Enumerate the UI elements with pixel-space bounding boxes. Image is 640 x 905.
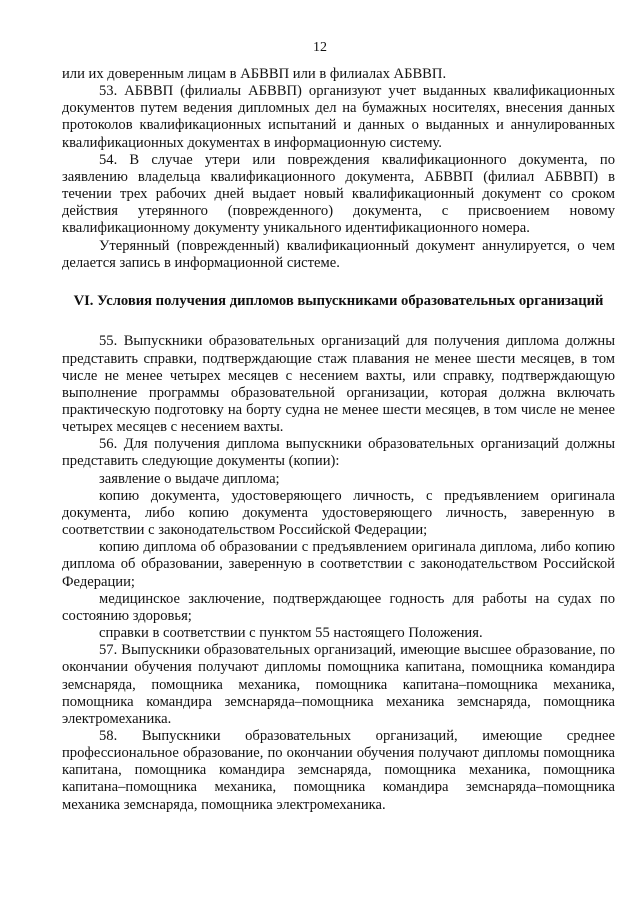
paragraph-54-annulment: Утерянный (поврежденный) квалификационный документ аннулируется, о чем делается запись в информационной системе. bbox=[62, 237, 615, 271]
list-item-application: заявление о выдаче диплома; bbox=[99, 470, 280, 487]
paragraph-53: 53. АБВВП (филиалы АБВВП) организуют учет выданных квалификационных документов путем ведения дипломных дел на бумажных носителях, внесения данных протоколов квалификационных испытаний и данных о выданных и аннулированных квалификационных документах в информационную систему. bbox=[62, 83, 615, 151]
list-item-references: справки в соответствии с пунктом 55 настоящего Положения. bbox=[99, 625, 483, 642]
page-number: 12 bbox=[313, 40, 327, 55]
document-body bbox=[62, 66, 615, 814]
paragraph-58: 58. Выпускники образовательных организаций, имеющие среднее профессиональное образование, по окончании обучения получают дипломы помощника капитана, помощника командира земснаряда, помощника механика, помощника капитана–помощника механика, помощника командира земснаряда–помощника механика земснаряда, помощника электромеханика. bbox=[62, 727, 615, 813]
paragraph-continuation: или их доверенным лицам в АБВВП или в филиалах АБВВП. bbox=[62, 66, 447, 82]
section-heading: VI. Условия получения дипломов выпускниками образовательных организаций bbox=[73, 292, 604, 309]
list-item-identity-document: копию документа, удостоверяющего личность, с предъявлением оригинала документа, либо копию документа удостоверяющего личность, заверенную в соответствии с законодательством Российской Федерации; bbox=[62, 487, 615, 539]
paragraph-54: 54. В случае утери или повреждения квалификационного документа, по заявлению владельца квалификационного документа, АБВВП (филиал АБВВП) в течении трех рабочих дней выдает новый квалификационный документ со сроком действия утерянного (поврежденного) документа, с присвоением новому квалификационному документу уникального идентификационного номера. bbox=[62, 151, 615, 237]
paragraph-57: 57. Выпускники образовательных организаций, имеющие высшее образование, по окончании обучения получают дипломы помощника капитана, помощника командира земснаряда, помощника механика, помощника капитана–помощника механика, помощника командира земснаряда–помощника механика земснаряда, помощника электромеханика. bbox=[62, 642, 615, 727]
paragraph-56: 56. Для получения диплома выпускники образовательных организаций должны представить следующие документы (копии): bbox=[62, 436, 615, 470]
paragraph-55: 55. Выпускники образовательных организаций для получения диплома должны представить справки, подтверждающие стаж плавания не менее шести месяцев, в том числе не менее четырех месяцев с несением вахты, или справку, подтверждающую выполнение программы образовательной организации, которая должна включать практическую подготовку на борту судна не менее шести месяцев, в том числе не менее четырех месяцев с несением вахты. bbox=[62, 333, 615, 436]
list-item-medical-certificate: медицинское заключение, подтверждающее годность для работы на судах по состоянию здоровья; bbox=[62, 590, 615, 624]
list-item-education-diploma: копию диплома об образовании с предъявлением оригинала диплома, либо копию диплома об образовании, заверенную в соответствии с законодательством Российской Федерации; bbox=[62, 539, 615, 590]
